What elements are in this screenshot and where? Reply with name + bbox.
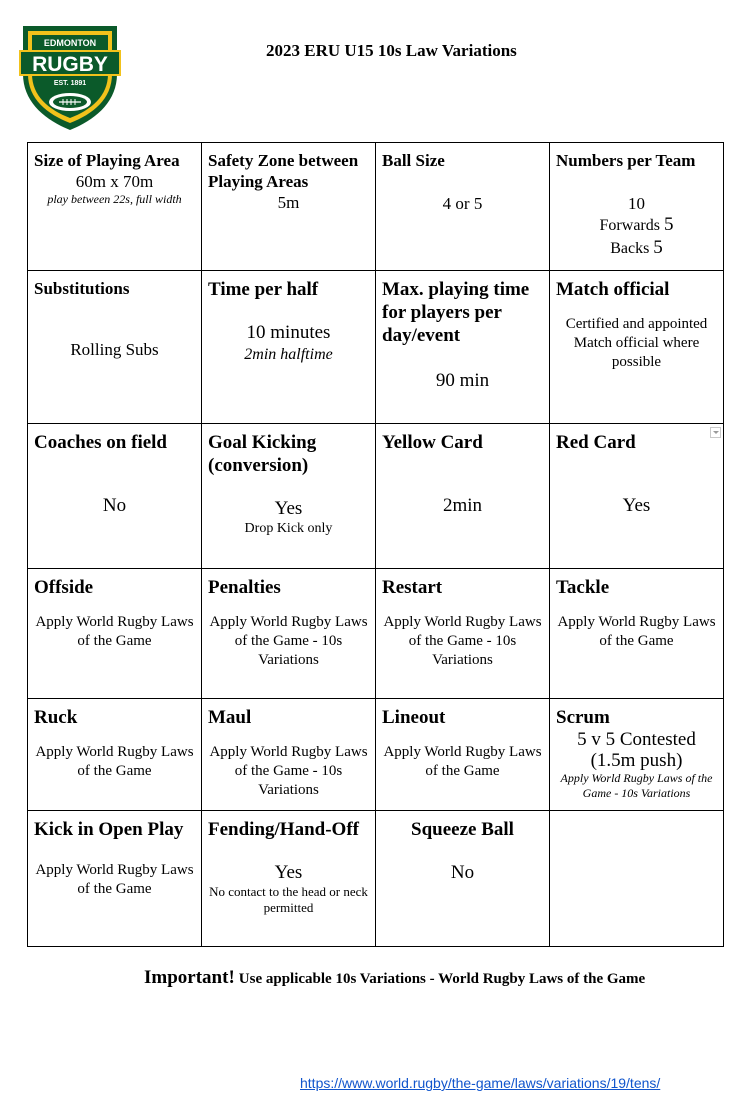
cell-heading: Red Card <box>556 432 636 453</box>
cell-tackle <box>550 569 724 699</box>
backs-label: Backs <box>610 240 650 257</box>
cell-fending-hand-off <box>202 811 376 947</box>
cell-lineout <box>376 699 550 811</box>
cell-value: Apply World Rugby Laws of the Game <box>383 744 542 779</box>
cell-heading: Numbers per Team <box>556 151 696 170</box>
cell-numbers-per-team <box>550 143 724 271</box>
cell-value: Apply World Rugby Laws of the Game <box>35 744 194 779</box>
svg-text:EST. 1891: EST. 1891 <box>53 80 87 87</box>
cell-heading: Maul <box>208 707 252 728</box>
chevron-down-icon[interactable] <box>710 427 721 438</box>
cell-ruck <box>28 699 202 811</box>
cell-value: 60m x 70m <box>75 172 154 191</box>
cell-value: Apply World Rugby Laws of the Game <box>557 614 716 649</box>
cell-substitutions <box>28 271 202 424</box>
cell-note: Drop Kick only <box>244 521 333 536</box>
cell-value: 5m <box>277 193 300 212</box>
cell-value: Apply World Rugby Laws of the Game - 10s Variations <box>209 744 368 798</box>
table-row <box>28 811 724 947</box>
document-title: 2023 ERU U15 10s Law Variations <box>266 41 517 60</box>
cell-heading: Coaches on field <box>34 432 167 453</box>
cell-value: 10 <box>628 194 645 213</box>
edmonton-rugby-logo <box>15 22 125 132</box>
cell-heading: Substitutions <box>34 279 130 298</box>
cell-value: Certified and appointed Match official where possible <box>565 316 708 370</box>
cell-value: Rolling Subs <box>70 340 159 359</box>
cell-squeeze-ball <box>376 811 550 947</box>
table-row <box>28 699 724 811</box>
cell-note: No contact to the head or neck permitted <box>209 884 368 915</box>
cell-heading: Squeeze Ball <box>411 819 514 840</box>
cell-value: Apply World Rugby Laws of the Game <box>35 614 194 649</box>
cell-heading: Max. playing time for players per day/event <box>382 279 530 346</box>
cell-value: 90 min <box>435 370 490 391</box>
cell-heading: Safety Zone between Playing Areas <box>208 151 359 191</box>
important-text: Use applicable 10s Variations - World Rugby Laws of the Game <box>238 971 646 987</box>
cell-restart <box>376 569 550 699</box>
cell-scrum <box>550 699 724 811</box>
cell-note: Apply World Rugby Laws of the Game - 10s Variations <box>560 771 713 800</box>
cell-heading: Match official <box>556 279 670 300</box>
cell-heading: Kick in Open Play <box>34 819 184 840</box>
cell-note: 2min halftime <box>244 346 333 363</box>
cell-empty <box>550 811 724 947</box>
cell-value: Apply World Rugby Laws of the Game <box>35 862 194 897</box>
cell-value: 4 or 5 <box>442 194 483 213</box>
cell-heading: Size of Playing Area <box>34 151 180 170</box>
cell-ball-size <box>376 143 550 271</box>
cell-maul <box>202 699 376 811</box>
table-row <box>28 271 724 424</box>
cell-heading: Scrum <box>556 707 610 728</box>
cell-heading: Penalties <box>208 577 281 598</box>
cell-safety-zone <box>202 143 376 271</box>
cell-heading: Goal Kicking (conversion) <box>208 432 317 476</box>
cell-heading: Ball Size <box>382 151 445 170</box>
cell-red-card <box>550 424 724 569</box>
table-row <box>28 143 724 271</box>
cell-value: 10 minutes <box>246 322 331 343</box>
law-variations-table <box>27 142 724 947</box>
important-lead: Important! <box>144 967 235 988</box>
forwards-value: 5 <box>663 214 674 235</box>
cell-heading: Ruck <box>34 707 78 728</box>
important-note <box>144 967 645 989</box>
cell-heading: Fending/Hand-Off <box>208 819 359 840</box>
cell-heading: Lineout <box>382 707 446 728</box>
svg-text:RUGBY: RUGBY <box>32 53 108 76</box>
cell-value: Apply World Rugby Laws of the Game - 10s Variations <box>383 614 542 668</box>
cell-value: Yes <box>622 495 651 516</box>
cell-offside <box>28 569 202 699</box>
cell-heading: Time per half <box>208 279 319 300</box>
cell-value: Apply World Rugby Laws of the Game - 10s Variations <box>209 614 368 668</box>
cell-heading: Offside <box>34 577 94 598</box>
cell-goal-kicking <box>202 424 376 569</box>
forwards-line <box>556 214 717 237</box>
cell-penalties <box>202 569 376 699</box>
cell-match-official <box>550 271 724 424</box>
cell-value: No <box>102 495 127 516</box>
cell-heading: Yellow Card <box>382 432 483 453</box>
cell-value: 2min <box>442 495 483 516</box>
cell-yellow-card <box>376 424 550 569</box>
cell-heading: Restart <box>382 577 443 598</box>
cell-kick-in-open-play <box>28 811 202 947</box>
cell-value: Yes <box>274 498 303 519</box>
world-rugby-laws-link[interactable]: https://www.world.rugby/the-game/laws/variations/19/tens/ <box>300 1075 661 1091</box>
backs-line <box>556 237 717 260</box>
cell-value: 5 v 5 Contested (1.5m push) <box>577 729 696 771</box>
cell-coaches-on-field <box>28 424 202 569</box>
cell-playing-area <box>28 143 202 271</box>
cell-value: Yes <box>274 862 303 883</box>
table-row <box>28 424 724 569</box>
cell-max-playing-time <box>376 271 550 424</box>
svg-text:EDMONTON: EDMONTON <box>43 38 97 48</box>
cell-time-per-half <box>202 271 376 424</box>
cell-note: play between 22s, full width <box>47 192 182 206</box>
backs-value: 5 <box>653 237 663 258</box>
cell-heading: Tackle <box>556 577 610 598</box>
table-row <box>28 569 724 699</box>
cell-value: No <box>450 862 475 883</box>
forwards-label: Forwards <box>599 217 660 234</box>
